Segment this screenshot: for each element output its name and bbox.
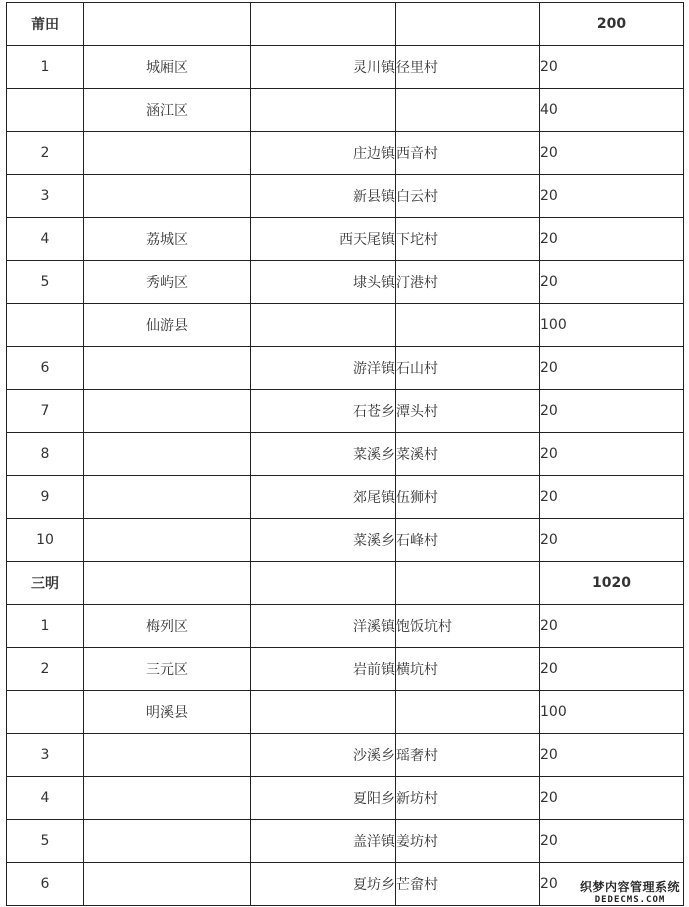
city-total: 200 bbox=[540, 3, 684, 46]
county-cell bbox=[84, 519, 251, 562]
village-cell: 饱饭坑村 bbox=[396, 605, 540, 648]
town-cell: 洋溪镇 bbox=[251, 605, 396, 648]
amount-cell: 20 bbox=[540, 648, 684, 691]
town-cell: 夏阳乡 bbox=[251, 777, 396, 820]
county-cell bbox=[84, 347, 251, 390]
row-number: 8 bbox=[7, 433, 84, 476]
county-cell bbox=[84, 820, 251, 863]
table-row bbox=[7, 132, 684, 175]
village-cell: 石山村 bbox=[396, 347, 540, 390]
town-cell: 灵川镇 bbox=[251, 46, 396, 89]
town-cell: 郊尾镇 bbox=[251, 476, 396, 519]
county-cell bbox=[84, 390, 251, 433]
village-cell: 瑶奢村 bbox=[396, 734, 540, 777]
amount-cell: 20 bbox=[540, 46, 684, 89]
row-number: 1 bbox=[7, 605, 84, 648]
amount-cell: 20 bbox=[540, 347, 684, 390]
city-header-row bbox=[7, 3, 684, 46]
city-total: 1020 bbox=[540, 562, 684, 605]
amount-cell: 20 bbox=[540, 820, 684, 863]
amount-cell: 40 bbox=[540, 89, 684, 132]
table-row bbox=[7, 175, 684, 218]
dedecms-watermark bbox=[577, 881, 683, 905]
table-row bbox=[7, 347, 684, 390]
table-row bbox=[7, 605, 684, 648]
town-cell: 夏坊乡 bbox=[251, 863, 396, 906]
allocation-table bbox=[6, 2, 684, 906]
amount-cell: 20 bbox=[540, 476, 684, 519]
row-number: 6 bbox=[7, 863, 84, 906]
empty-cell bbox=[84, 3, 251, 46]
row-number: 7 bbox=[7, 390, 84, 433]
row-number: 2 bbox=[7, 132, 84, 175]
table-row bbox=[7, 820, 684, 863]
county-cell: 梅列区 bbox=[84, 605, 251, 648]
amount-cell: 20 bbox=[540, 390, 684, 433]
town-cell: 盖洋镇 bbox=[251, 820, 396, 863]
row-number bbox=[7, 89, 84, 132]
table-row bbox=[7, 89, 684, 132]
table-row bbox=[7, 519, 684, 562]
table-row bbox=[7, 261, 684, 304]
watermark-en-text: DEDECMS.COM bbox=[594, 894, 666, 905]
town-cell: 西天尾镇 bbox=[251, 218, 396, 261]
row-number: 1 bbox=[7, 46, 84, 89]
amount-cell: 20 bbox=[540, 777, 684, 820]
county-cell: 仙游县 bbox=[84, 304, 251, 347]
village-cell bbox=[396, 691, 540, 734]
village-cell: 潭头村 bbox=[396, 390, 540, 433]
town-cell: 石苍乡 bbox=[251, 390, 396, 433]
town-cell: 菜溪乡 bbox=[251, 433, 396, 476]
county-cell: 荔城区 bbox=[84, 218, 251, 261]
county-cell: 秀屿区 bbox=[84, 261, 251, 304]
village-cell: 横坑村 bbox=[396, 648, 540, 691]
empty-cell bbox=[396, 3, 540, 46]
town-cell bbox=[251, 304, 396, 347]
row-number: 9 bbox=[7, 476, 84, 519]
village-cell: 新坊村 bbox=[396, 777, 540, 820]
row-number: 5 bbox=[7, 261, 84, 304]
village-cell: 径里村 bbox=[396, 46, 540, 89]
empty-cell bbox=[84, 562, 251, 605]
village-cell: 伍狮村 bbox=[396, 476, 540, 519]
empty-cell bbox=[251, 562, 396, 605]
amount-cell: 20 bbox=[540, 218, 684, 261]
county-cell bbox=[84, 476, 251, 519]
row-number: 10 bbox=[7, 519, 84, 562]
county-cell bbox=[84, 132, 251, 175]
amount-cell: 20 bbox=[540, 261, 684, 304]
amount-cell: 20 bbox=[540, 175, 684, 218]
table-row bbox=[7, 476, 684, 519]
county-cell: 明溪县 bbox=[84, 691, 251, 734]
empty-cell bbox=[396, 562, 540, 605]
county-cell: 城厢区 bbox=[84, 46, 251, 89]
row-number: 2 bbox=[7, 648, 84, 691]
city-name: 莆田 bbox=[7, 3, 84, 46]
table-row bbox=[7, 648, 684, 691]
row-number: 6 bbox=[7, 347, 84, 390]
village-cell: 西音村 bbox=[396, 132, 540, 175]
table-row bbox=[7, 734, 684, 777]
amount-cell: 20 bbox=[540, 433, 684, 476]
village-cell: 汀港村 bbox=[396, 261, 540, 304]
table-row bbox=[7, 691, 684, 734]
city-name: 三明 bbox=[7, 562, 84, 605]
table-row bbox=[7, 433, 684, 476]
town-cell: 庄边镇 bbox=[251, 132, 396, 175]
county-cell bbox=[84, 863, 251, 906]
row-number: 4 bbox=[7, 218, 84, 261]
county-cell bbox=[84, 175, 251, 218]
village-cell: 菜溪村 bbox=[396, 433, 540, 476]
county-cell: 三元区 bbox=[84, 648, 251, 691]
county-cell bbox=[84, 777, 251, 820]
row-number bbox=[7, 691, 84, 734]
table-row bbox=[7, 304, 684, 347]
county-cell: 涵江区 bbox=[84, 89, 251, 132]
amount-cell: 20 bbox=[540, 519, 684, 562]
amount-cell: 20 bbox=[540, 605, 684, 648]
amount-cell: 100 bbox=[540, 304, 684, 347]
table-body bbox=[7, 3, 684, 906]
amount-cell: 20 bbox=[540, 863, 684, 906]
row-number: 3 bbox=[7, 175, 84, 218]
empty-cell bbox=[251, 3, 396, 46]
town-cell: 沙溪乡 bbox=[251, 734, 396, 777]
village-cell bbox=[396, 304, 540, 347]
table-row bbox=[7, 390, 684, 433]
row-number: 4 bbox=[7, 777, 84, 820]
watermark-cn-text: 织梦内容管理系统 bbox=[579, 879, 680, 894]
village-cell: 白云村 bbox=[396, 175, 540, 218]
table-row bbox=[7, 46, 684, 89]
town-cell: 新县镇 bbox=[251, 175, 396, 218]
town-cell bbox=[251, 89, 396, 132]
village-cell: 姜坊村 bbox=[396, 820, 540, 863]
town-cell: 游洋镇 bbox=[251, 347, 396, 390]
village-cell: 石峰村 bbox=[396, 519, 540, 562]
county-cell bbox=[84, 433, 251, 476]
city-header-row bbox=[7, 562, 684, 605]
table-row bbox=[7, 218, 684, 261]
amount-cell: 100 bbox=[540, 691, 684, 734]
row-number bbox=[7, 304, 84, 347]
village-cell bbox=[396, 89, 540, 132]
table-row bbox=[7, 777, 684, 820]
town-cell: 岩前镇 bbox=[251, 648, 396, 691]
county-cell bbox=[84, 734, 251, 777]
amount-cell: 20 bbox=[540, 132, 684, 175]
village-cell: 芒畲村 bbox=[396, 863, 540, 906]
town-cell: 埭头镇 bbox=[251, 261, 396, 304]
row-number: 3 bbox=[7, 734, 84, 777]
row-number: 5 bbox=[7, 820, 84, 863]
town-cell: 菜溪乡 bbox=[251, 519, 396, 562]
village-cell: 下坨村 bbox=[396, 218, 540, 261]
town-cell bbox=[251, 691, 396, 734]
amount-cell: 20 bbox=[540, 734, 684, 777]
